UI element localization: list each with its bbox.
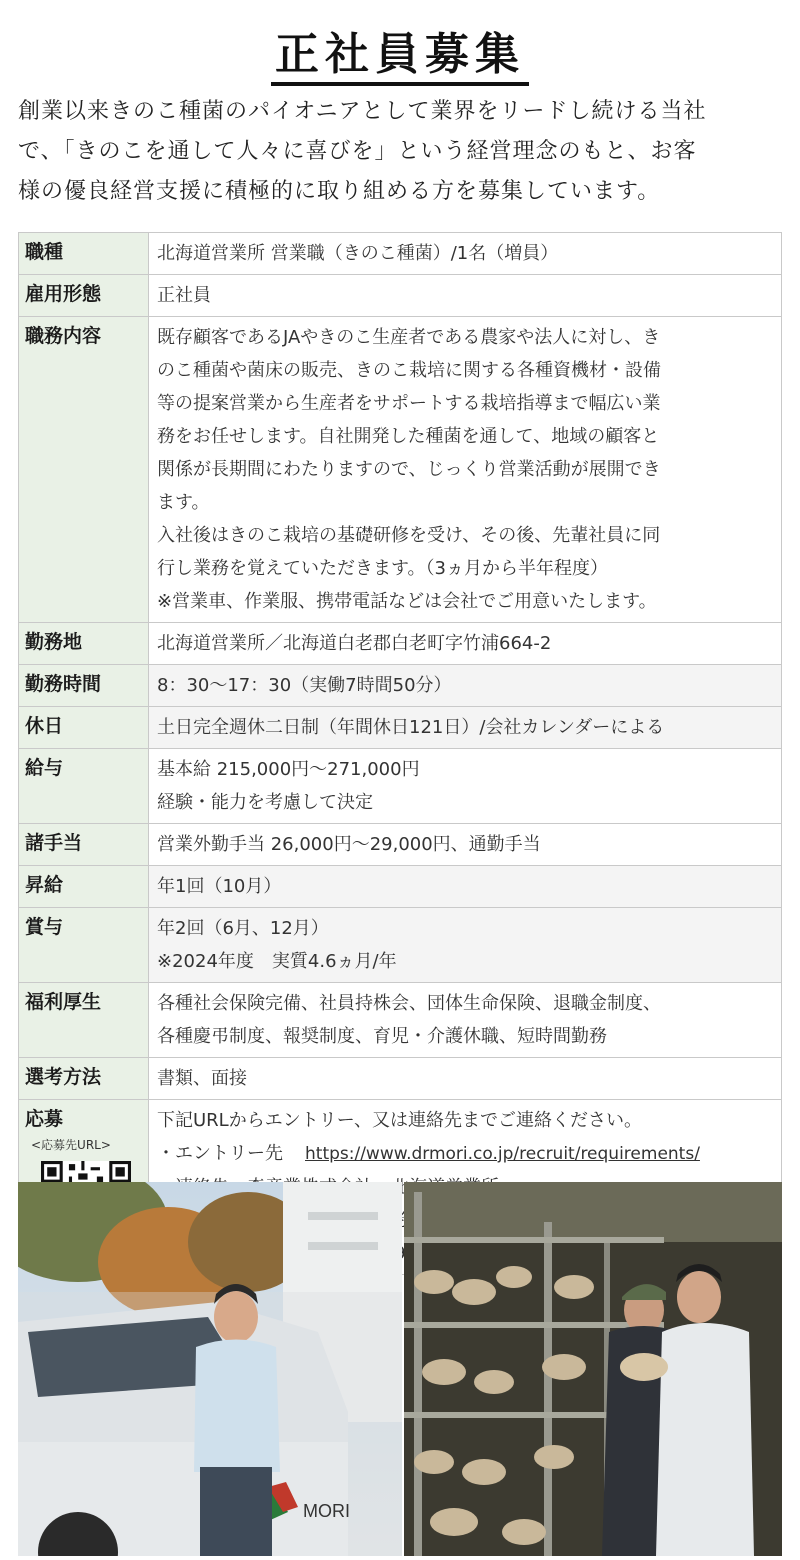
row-value-line: 入社後はきのこ栽培の基礎研修を受け、その後、先輩社員に同: [157, 525, 661, 546]
row-value-line: 等の提案営業から生産者をサポートする栽培指導まで幅広い業: [157, 393, 661, 414]
page-title-text: 正社員募集: [271, 29, 529, 86]
row-value-line: ※2024年度 実質4.6ヵ月/年: [157, 951, 397, 972]
row-value: [149, 908, 782, 983]
row-label-text: 福利厚生: [25, 991, 102, 1013]
entry-url-link[interactable]: https://www.drmori.co.jp/recruit/requirements/: [305, 1144, 700, 1164]
entry-line: [157, 1137, 773, 1171]
row-label-text: 職種: [25, 241, 64, 263]
photo-gallery: [18, 1182, 782, 1556]
row-value-line: 関係が長期間にわたりますので、じっくり営業活動が展開でき: [157, 459, 661, 480]
job-details-table: [18, 232, 782, 1275]
table-row: [19, 1058, 782, 1100]
row-label: [19, 665, 149, 707]
row-value-line: 営業外勤手当 26,000円〜29,000円、通勤手当: [157, 834, 541, 855]
table-row: [19, 749, 782, 824]
apply-url-label: <応募先URL>: [31, 1138, 111, 1152]
row-value-line: 8：30〜17：30（実働7時間50分）: [157, 675, 452, 696]
photo-cultivation-image: [404, 1182, 782, 1556]
row-value: [149, 233, 782, 275]
car-logo-text: MORI: [303, 1501, 350, 1521]
apply-label: 応募: [25, 1108, 64, 1130]
row-value-line: 北海道営業所 営業職（きのこ種菌）/1名（増員）: [157, 243, 559, 264]
intro-text: [18, 92, 788, 212]
table-row: [19, 317, 782, 623]
row-label-text: 勤務時間: [25, 673, 102, 695]
row-label-text: 給与: [25, 757, 64, 779]
row-label: [19, 275, 149, 317]
row-value-line: 書類、面接: [157, 1068, 247, 1089]
table-row: [19, 707, 782, 749]
row-label-text: 選考方法: [25, 1066, 102, 1088]
row-value: [149, 707, 782, 749]
row-label: [19, 623, 149, 665]
table-row: [19, 623, 782, 665]
row-label: [19, 707, 149, 749]
row-label-text: 休日: [25, 715, 64, 737]
row-label: [19, 233, 149, 275]
row-value-line: ※営業車、作業服、携帯電話などは会社でご用意いたします。: [157, 591, 657, 612]
page-title: [0, 18, 800, 82]
row-label-text: 諸手当: [25, 832, 83, 854]
table-row: [19, 908, 782, 983]
row-value-line: 年2回（6月、12月）: [157, 918, 329, 939]
row-value: [149, 275, 782, 317]
row-value: [149, 983, 782, 1058]
row-value-line: 行し業務を覚えていただきます。（3ヵ月から半年程度）: [157, 558, 609, 579]
row-value-line: 北海道営業所／北海道白老郡白老町字竹浦664-2: [157, 633, 552, 654]
row-value: [149, 665, 782, 707]
row-label: [19, 866, 149, 908]
row-value-line: 経験・能力を考慮して決定: [157, 792, 373, 813]
row-label-text: 昇給: [25, 874, 64, 896]
row-label: [19, 1058, 149, 1100]
apply-instruction: 下記URLからエントリー、又は連絡先までご連絡ください。: [157, 1110, 642, 1131]
table-row: [19, 866, 782, 908]
row-label-text: 職務内容: [25, 325, 102, 347]
row-label-text: 雇用形態: [25, 283, 102, 305]
row-value: [149, 317, 782, 623]
row-label: [19, 317, 149, 623]
row-label: [19, 749, 149, 824]
table-row: [19, 983, 782, 1058]
row-value-line: 土日完全週休二日制（年間休日121日）/会社カレンダーによる: [157, 717, 665, 738]
table-row: [19, 824, 782, 866]
row-label-text: 賞与: [25, 916, 64, 938]
table-row: [19, 665, 782, 707]
row-value-line: ます。: [157, 492, 210, 513]
row-value: [149, 623, 782, 665]
row-value-line: 年1回（10月）: [157, 876, 282, 897]
row-value: [149, 749, 782, 824]
row-value-line: 正社員: [157, 285, 211, 306]
row-value: [149, 866, 782, 908]
intro-line: 様の優良経営支援に積極的に取り組める方を募集しています。: [18, 179, 661, 204]
table-row: [19, 275, 782, 317]
row-value-line: 既存顧客であるJAやきのこ生産者である農家や法人に対し、き: [157, 327, 661, 348]
photo-salesperson-with-car: [18, 1182, 402, 1556]
row-value: [149, 824, 782, 866]
row-value-line: 各種社会保険完備、社員持株会、団体生命保険、退職金制度、: [157, 993, 661, 1014]
intro-line: で、「きのこを通して人々に喜びを」という経営理念のもと、お客: [18, 139, 697, 164]
row-value-line: 各種慶弔制度、報奨制度、育児・介護休職、短時間勤務: [157, 1026, 607, 1047]
row-value-line: 務をお任せします。自社開発した種菌を通して、地域の顧客と: [157, 426, 660, 447]
entry-prefix: ・エントリー先: [157, 1143, 283, 1164]
row-label: [19, 824, 149, 866]
photo-salesperson-image: [18, 1182, 402, 1556]
row-value-line: のこ種菌や菌床の販売、きのこ栽培に関する各種資機材・設備: [157, 360, 661, 381]
row-label: [19, 983, 149, 1058]
row-value-line: 基本給 215,000円〜271,000円: [157, 759, 420, 780]
table-row: [19, 233, 782, 275]
photo-mushroom-cultivation: [404, 1182, 782, 1556]
row-label: [19, 908, 149, 983]
intro-line: 創業以来きのこ種菌のパイオニアとして業界をリードし続ける当社: [18, 99, 707, 124]
row-label-text: 勤務地: [25, 631, 83, 653]
row-value: [149, 1058, 782, 1100]
